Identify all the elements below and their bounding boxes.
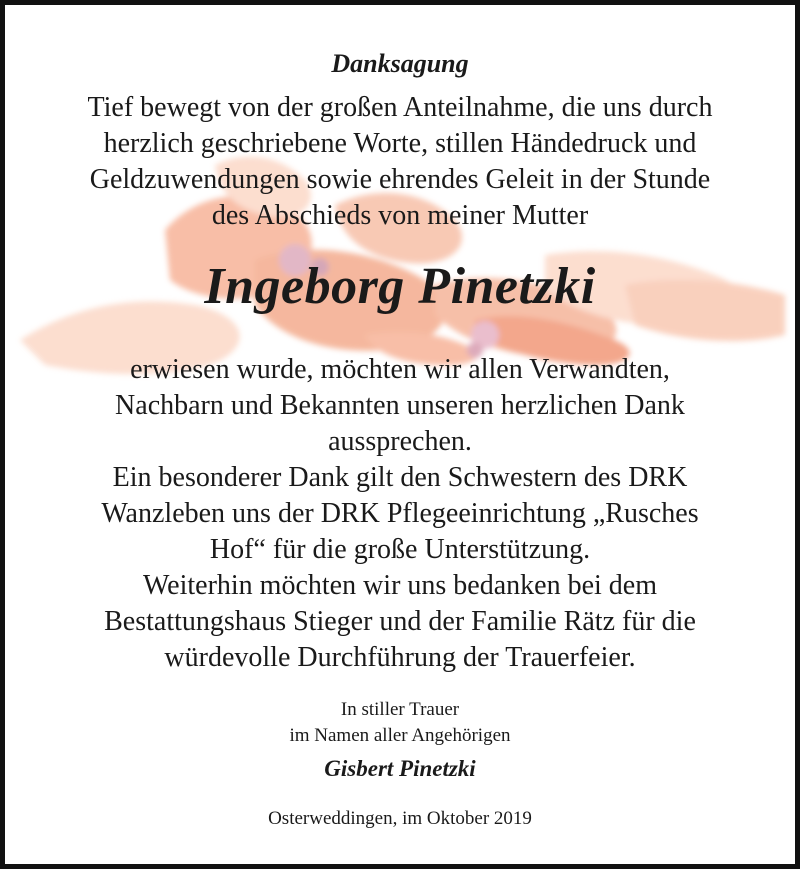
intro-line: Geldzuwendungen sowie ehrendes Geleit in der Stunde xyxy=(89,164,711,195)
body-line: Nachbarn und Bekannten unseren herzlichen Dank xyxy=(115,390,685,421)
body-line: Ein besonderer Dank gilt den Schwestern des DRK xyxy=(112,462,688,493)
intro-line: des Abschieds von meiner Mutter xyxy=(211,200,589,231)
intro-line: herzlich geschriebene Worte, stillen Händedruck und xyxy=(103,128,697,159)
body-line: Hof“ für die große Unterstützung. xyxy=(209,534,591,565)
body-line: erwiesen wurde, möchten wir allen Verwandten, xyxy=(130,354,670,385)
body-line: Wanzleben uns der DRK Pflegeeinrichtung „Rusches xyxy=(101,498,699,529)
notice-heading: Danksagung xyxy=(331,49,469,78)
body-line: würdevolle Durchführung der Trauerfeier. xyxy=(164,642,636,673)
signatory-name: Gisbert Pinetzki xyxy=(324,756,476,781)
place-date: Osterweddingen, im Oktober 2019 xyxy=(268,808,532,829)
deceased-name: Ingeborg Pinetzki xyxy=(204,258,596,315)
closing-line: im Namen aller Angehörigen xyxy=(289,725,511,746)
intro-line: Tief bewegt von der großen Anteilnahme, die uns durch xyxy=(87,92,713,123)
body-line: aussprechen. xyxy=(328,426,472,457)
closing-line: In stiller Trauer xyxy=(340,699,460,720)
body-line: Bestattungshaus Stieger und der Familie Rätz für die xyxy=(104,606,696,637)
body-line: Weiterhin möchten wir uns bedanken bei dem xyxy=(142,570,658,601)
notice-text xyxy=(5,5,795,864)
